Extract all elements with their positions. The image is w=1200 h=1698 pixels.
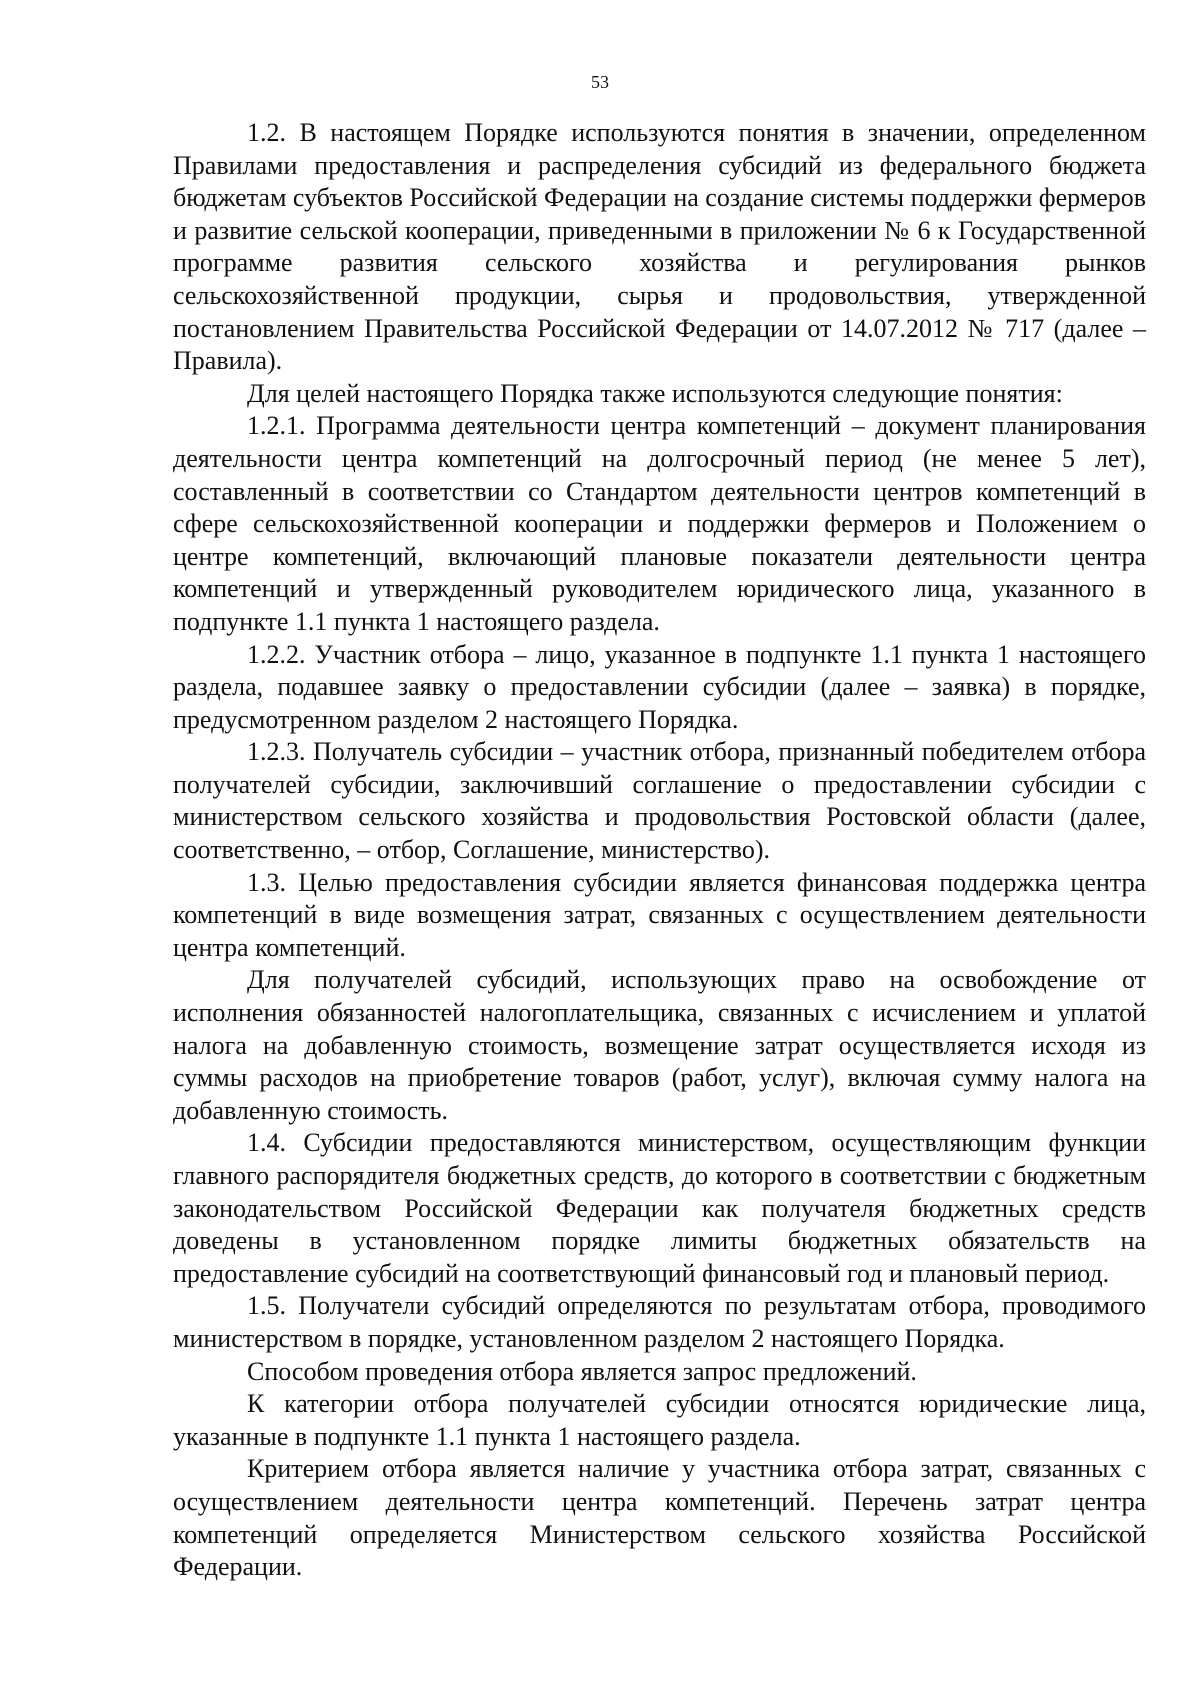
paragraph-1-5: 1.5. Получатели субсидий определяются по результатам отбора, проводимого министерством в порядке, установленном разделом 2 настоящего Порядка. [173,1291,1146,1353]
paragraph-vat-exemption: Для получателей субсидий, использующих право на освобождение от исполнения обязанностей налогоплательщика, связанных с исчислением и уплатой налога на добавленную стоимость, возмещение затрат осуществляется исходя из суммы расходов на приобретение товаров (работ, услуг), включая сумму налога на добавленную стоимость. [173,965,1146,1125]
paragraph-selection-criterion: Критерием отбора является наличие у участника отбора затрат, связанных с осуществлением деятельности центра компетенций. Перечень затрат центра компетенций определяется Министерством сельского хозяйства Российской Федерации. [173,1454,1146,1582]
paragraph-1-3: 1.3. Целью предоставления субсидии является финансовая поддержка центра компетенций в виде возмещения затрат, связанных с осуществлением деятельности центра компетенций. [173,867,1146,962]
paragraph-1-2-2: 1.2.2. Участник отбора – лицо, указанное в подпункте 1.1 пункта 1 настоящего раздела, подавшее заявку о предоставлении субсидии (далее – заявка) в порядке, предусмотренном разделом 2 настоящего Порядка. [173,639,1146,734]
page-number: 53 [591,72,609,92]
document-body [173,117,1146,1584]
paragraph-selection-method: Способом проведения отбора является запрос предложений. [247,1356,917,1386]
paragraph-definitions-intro: Для целей настоящего Порядка также используются следующие понятия: [247,378,1063,408]
paragraph-1-2-3: 1.2.3. Получатель субсидии – участник отбора, признанный победителем отбора получателей субсидии, заключивший соглашение о предоставлении субсидии с министерством сельского хозяйства и продовольствия Ростовской области (далее, соответственно, – отбор, Соглашение, министерство). [173,737,1146,865]
paragraph-1-4: 1.4. Субсидии предоставляются министерством, осуществляющим функции главного распорядителя бюджетных средств, до которого в соответствии с бюджетным законодательством Российской Федерации как получателя бюджетных средств доведены в установленном порядке лимиты бюджетных обязательств на предоставление субсидий на соответствующий финансовый год и плановый период. [173,1128,1146,1288]
paragraph-1-2-1: 1.2.1. Программа деятельности центра компетенций – документ планирования деятельности центра компетенций на долгосрочный период (не менее 5 лет), составленный в соответствии со Стандартом деятельности центров компетенций в сфере сельскохозяйственной кооперации и поддержки фермеров и Положением о центре компетенций, включающий плановые показатели деятельности центра компетенций и утвержденный руководителем юридического лица, указанного в подпункте 1.1 пункта 1 настоящего раздела. [173,411,1146,636]
paragraph-1-2: 1.2. В настоящем Порядке используются понятия в значении, определенном Правилами предоставления и распределения субсидий из федерального бюджета бюджетам субъектов Российской Федерации на создание системы поддержки фермеров и развитие сельской кооперации, приведенными в приложении № 6 к Государственной программе развития сельского хозяйства и регулирования рынков сельскохозяйственной продукции, сырья и продовольствия, утвержденной постановлением Правительства Российской Федерации от 14.07.2012 № 717 (далее – Правила). [173,118,1147,376]
paragraph-selection-category: К категории отбора получателей субсидии относятся юридические лица, указанные в подпункте 1.1 пункта 1 настоящего раздела. [173,1389,1146,1451]
